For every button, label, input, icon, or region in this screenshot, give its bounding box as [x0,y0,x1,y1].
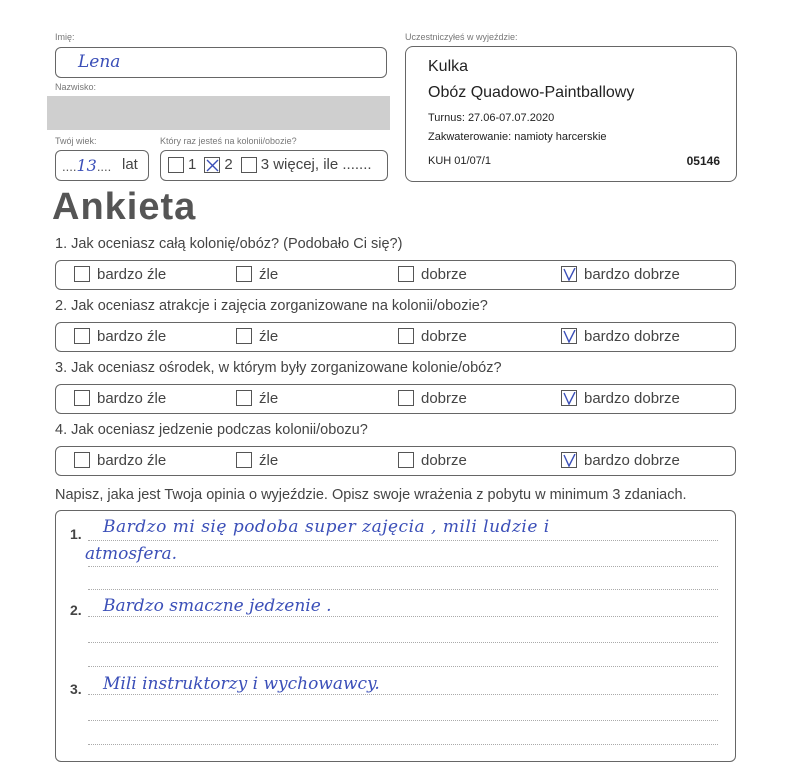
x-mark-icon [206,159,219,172]
rating-checkbox[interactable] [74,328,90,344]
rating-label: dobrze [421,265,467,283]
rating-label: źle [259,265,279,283]
times-checkbox-2[interactable] [204,157,220,173]
name-value: Lena [78,52,121,72]
rating-checkbox[interactable] [236,328,252,344]
rating-label: bardzo dobrze [584,265,680,283]
rating-option[interactable] [398,261,467,287]
rating-checkbox[interactable] [236,266,252,282]
rating-checkbox[interactable] [398,452,414,468]
rating-option[interactable] [236,447,278,473]
rating-option[interactable] [74,385,166,411]
rating-option[interactable] [561,385,680,411]
opinion-number-2: 2. [70,602,82,618]
rating-checkbox[interactable] [74,390,90,406]
rating-row [55,322,736,352]
rating-label: bardzo dobrze [584,451,680,469]
opinion-answer-1b: atmosfera. [85,544,178,564]
opinion-number-3: 3. [70,681,82,697]
rating-row [55,446,736,476]
trip-label: Uczestniczyłeś w wyjeździe: [405,32,518,42]
writing-line [88,694,718,695]
rating-row [55,260,736,290]
rating-label: bardzo dobrze [584,389,680,407]
opinion-number-1: 1. [70,526,82,542]
writing-line [88,589,718,590]
trip-number: 05146 [686,154,720,168]
rating-option[interactable] [398,323,467,349]
rating-label: dobrze [421,451,467,469]
rating-label: źle [259,327,279,345]
question-text: 4. Jak oceniasz jedzenie podczas kolonii/obozu? [55,422,368,438]
rating-checkbox[interactable] [561,390,577,406]
check-mark-icon [563,454,576,467]
rating-option[interactable] [74,323,166,349]
writing-line [88,642,718,643]
age-label: Twój wiek: [55,136,97,146]
rating-label: źle [259,389,279,407]
trip-name: Kulka [428,58,469,75]
times-label: Który raz jesteś na kolonii/obozie? [160,136,297,146]
writing-line [88,744,718,745]
rating-checkbox[interactable] [236,390,252,406]
question-text: 3. Jak oceniasz ośrodek, w którym były zorganizowane kolonie/obóz? [55,360,502,376]
writing-line [88,566,718,567]
check-mark-icon [563,268,576,281]
age-unit: lat [122,156,138,173]
writing-line [88,540,718,541]
rating-checkbox[interactable] [398,328,414,344]
rating-label: bardzo źle [97,389,167,407]
times-field [160,150,388,181]
opinion-answer-3: Mili instruktorzy i wychowawcy. [103,674,380,694]
rating-label: źle [259,451,279,469]
rating-option[interactable] [236,385,278,411]
rating-checkbox[interactable] [561,328,577,344]
rating-option[interactable] [398,447,467,473]
trip-camp: Obóz Quadowo-Paintballowy [428,84,635,101]
rating-label: bardzo źle [97,265,167,283]
rating-checkbox[interactable] [398,390,414,406]
rating-option[interactable] [398,385,467,411]
rating-checkbox[interactable] [236,452,252,468]
opinion-prompt: Napisz, jaka jest Twoja opinia o wyjeździe. Opisz swoje wrażenia z pobytu w minimum 3 zdaniach. [55,487,687,503]
rating-option[interactable] [236,323,278,349]
rating-label: dobrze [421,327,467,345]
writing-line [88,720,718,721]
rating-label: dobrze [421,389,467,407]
rating-label: bardzo dobrze [584,327,680,345]
rating-option[interactable] [236,261,278,287]
check-mark-icon [563,330,576,343]
surname-label: Nazwisko: [55,82,97,92]
rating-option[interactable] [74,447,166,473]
rating-row [55,384,736,414]
rating-checkbox[interactable] [74,452,90,468]
surname-redacted [47,96,390,130]
question-text: 2. Jak oceniasz atrakcje i zajęcia zorganizowane na kolonii/obozie? [55,298,488,314]
rating-option[interactable] [561,447,680,473]
writing-line [88,666,718,667]
question-text: 1. Jak oceniasz całą kolonię/obóz? (Podobało Ci się?) [55,236,403,252]
rating-option[interactable] [74,261,166,287]
rating-checkbox[interactable] [74,266,90,282]
rating-checkbox[interactable] [561,452,577,468]
times-option-2: 2 [224,156,233,173]
age-value: 13 [76,156,97,175]
trip-turnus: Turnus: 27.06-07.07.2020 [428,112,555,124]
times-checkbox-1[interactable] [168,157,184,173]
trip-info-box [405,46,737,182]
rating-label: bardzo źle [97,451,167,469]
writing-line [88,616,718,617]
trip-code: KUH 01/07/1 [428,155,491,167]
page-title: Ankieta [52,186,197,228]
rating-checkbox[interactable] [398,266,414,282]
times-option-1: 1 [188,156,197,173]
age-dots-after: .... [96,159,112,174]
age-field[interactable] [55,150,149,181]
rating-option[interactable] [561,323,680,349]
opinion-answer-2: Bardzo smaczne jedzenie . [103,596,332,616]
rating-option[interactable] [561,261,680,287]
name-label: Imię: [55,32,75,42]
age-dots-before: .... [62,159,77,174]
name-field[interactable] [55,47,387,78]
times-checkbox-3[interactable] [241,157,257,173]
check-mark-icon [563,392,576,405]
rating-label: bardzo źle [97,327,167,345]
rating-checkbox[interactable] [561,266,577,282]
opinion-answer-1: Bardzo mi się podoba super zajęcia , mili ludzie i [103,517,550,537]
trip-accommodation: Zakwaterowanie: namioty harcerskie [428,131,607,143]
times-option-3: 3 więcej, ile ....... [260,156,372,173]
